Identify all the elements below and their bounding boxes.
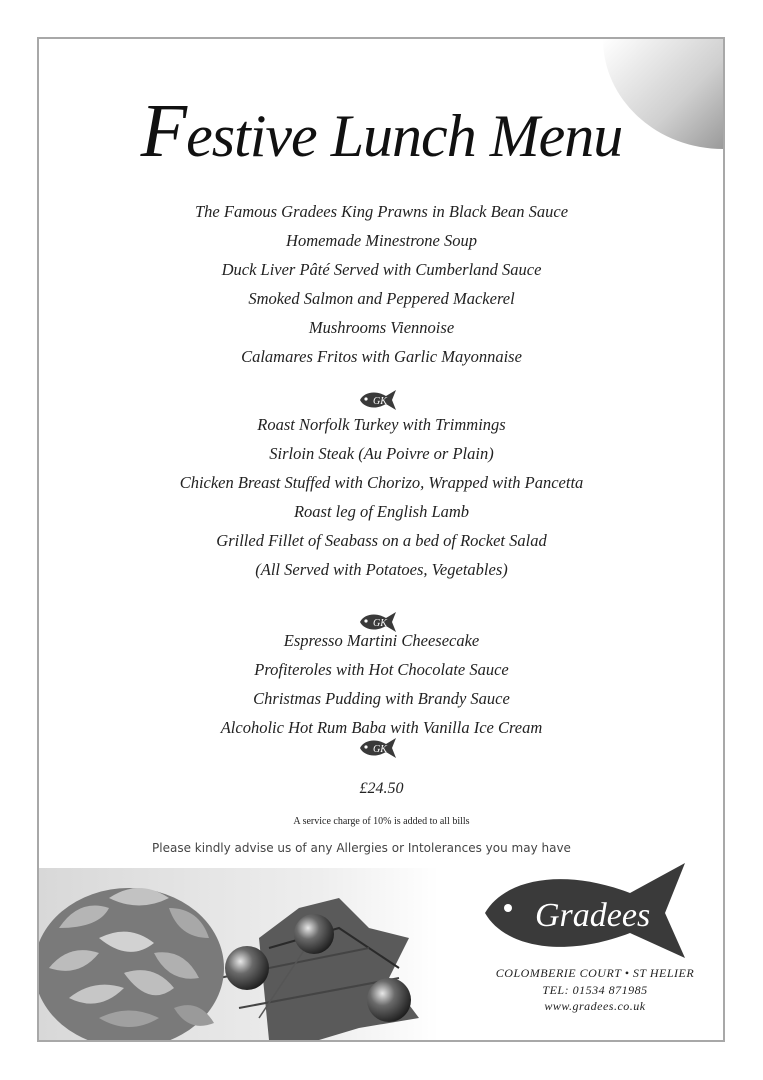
- gradees-fish-logo: [480, 858, 695, 963]
- menu-price: £24.50: [359, 780, 404, 797]
- contact-phone: TEL: 01534 871985: [542, 983, 648, 997]
- mains-section: [0, 410, 763, 584]
- festive-decoration-image: [39, 868, 439, 1040]
- dessert-item: Espresso Martini Cheesecake: [283, 631, 480, 650]
- title-initial: F: [140, 89, 187, 173]
- starter-item: Homemade Minestrone Soup: [286, 231, 477, 250]
- allergy-note: Please kindly advise us of any Allergies or Intolerances you may have: [152, 841, 571, 855]
- main-item: Chicken Breast Stuffed with Chorizo, Wrapped with Pancetta: [179, 473, 584, 492]
- logo-wordmark: Gradees: [535, 897, 651, 934]
- dessert-item: Christmas Pudding with Brandy Sauce: [253, 689, 510, 708]
- main-item: Roast Norfolk Turkey with Trimmings: [257, 415, 506, 434]
- main-item: Grilled Fillet of Seabass on a bed of Rocket Salad: [216, 531, 547, 550]
- dessert-item: Profiteroles with Hot Chocolate Sauce: [254, 660, 509, 679]
- contact-address: COLOMBERIE COURT • ST HELIER: [495, 966, 695, 980]
- title-rest: estive Lunch Menu: [186, 103, 623, 169]
- divider-mark-text: GK: [373, 744, 387, 755]
- service-charge-note: A service charge of 10% is added to all bills: [293, 816, 470, 827]
- gk-divider-icon: [356, 736, 402, 760]
- starter-item: Duck Liver Pâté Served with Cumberland Sauce: [221, 260, 542, 279]
- dessert-item: Alcoholic Hot Rum Baba with Vanilla Ice Cream: [220, 718, 543, 737]
- divider-mark-text: GK: [373, 396, 387, 407]
- starter-item: Mushrooms Viennoise: [308, 318, 455, 337]
- contact-website: www.gradees.co.uk: [544, 999, 646, 1013]
- divider-mark-text: GK: [373, 618, 387, 629]
- main-item: (All Served with Potatoes, Vegetables): [255, 560, 508, 579]
- main-item: Roast leg of English Lamb: [293, 502, 470, 521]
- starter-item: The Famous Gradees King Prawns in Black Bean Sauce: [194, 202, 569, 221]
- starter-item: Calamares Fritos with Garlic Mayonnaise: [241, 347, 522, 366]
- main-item: Sirloin Steak (Au Poivre or Plain): [269, 444, 494, 463]
- desserts-section: [0, 626, 763, 742]
- page-title: [0, 88, 763, 175]
- starters-section: [0, 197, 763, 371]
- gk-divider-icon: [356, 388, 402, 412]
- starter-item: Smoked Salmon and Peppered Mackerel: [248, 289, 515, 308]
